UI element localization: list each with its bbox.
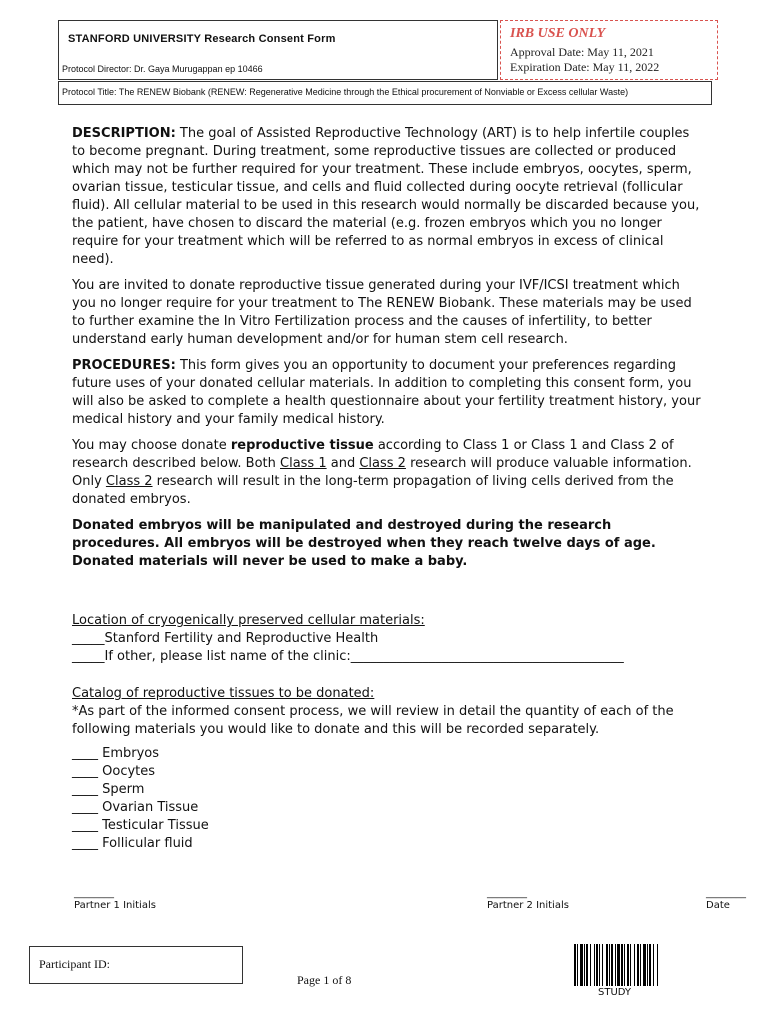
partner2-initials-label: Partner 2 Initials <box>487 900 569 911</box>
catalog-item-ovarian-tissue[interactable]: ____ Ovarian Tissue <box>72 800 199 815</box>
class-2-link-b[interactable]: Class 2 <box>105 474 153 489</box>
participant-id-label: Participant ID: <box>39 957 110 971</box>
date-line[interactable]: ________ <box>706 888 746 899</box>
choose-text-2: according to Class 1 or Class 1 and Class 2 of research described below. Both <box>72 438 674 471</box>
procedures-paragraph <box>72 357 702 429</box>
catalog-item-sperm[interactable]: ____ Sperm <box>72 782 145 797</box>
embryo-warning: Donated embryos will be manipulated and destroyed during the research procedures. All embryos will be destroyed when they reach twelve days of age. Donated materials will never be used to make a baby. <box>72 518 656 569</box>
irb-box <box>500 20 718 80</box>
partner1-initials-label: Partner 1 Initials <box>74 900 156 911</box>
participant-id-box[interactable] <box>29 946 243 984</box>
study-label: STUDY <box>598 987 632 998</box>
location-option-stanford[interactable]: _____Stanford Fertility and Reproductive Health <box>72 631 379 646</box>
procedures-text: This form gives you an opportunity to document your preferences regarding future uses of your donated cellular materials. In addition to completing this consent form, you will also be asked to complete a health questionnaire about your fertility treatment history, your medical history and your family medical history. <box>72 358 701 427</box>
choose-text-3: and <box>326 456 360 471</box>
protocol-director: Protocol Director: Dr. Gaya Murugappan ep 10466 <box>62 64 263 74</box>
form-title: STANFORD UNIVERSITY Research Consent Form <box>68 33 336 45</box>
choose-bold: reproductive tissue <box>230 438 374 453</box>
date-label: Date <box>706 900 730 911</box>
barcode-icon <box>574 944 658 986</box>
catalog-item-follicular-fluid[interactable]: ____ Follicular fluid <box>72 836 193 851</box>
choose-text-4: research will produce valuable information. Only <box>72 456 692 489</box>
location-option-other[interactable]: _____If other, please list name of the clinic:__________________________________________ <box>72 649 624 664</box>
class-2-link[interactable]: Class 2 <box>359 456 406 471</box>
partner1-initials-line[interactable]: ________ <box>74 888 114 899</box>
choose-paragraph <box>72 437 702 509</box>
protocol-title-box <box>58 81 712 105</box>
catalog-heading: Catalog of reproductive tissues to be donated: <box>72 686 375 701</box>
choose-text-1: You may choose donate <box>72 438 231 453</box>
description-text: The goal of Assisted Reproductive Technology (ART) is to help infertile couples to become pregnant. During treatment, some reproductive tissues are collected or produced which may not be further required for your treatment. These include embryos, oocytes, sperm, ovarian tissue, testicular tissue, and cells and fluid collected during oocyte retrieval (follicular fluid). All cellular material to be used in this research would normally be discarded because you, the patient, have chosen to discard the material (e.g. frozen embryos which you no longer require for your treatment which will be referred to as normal embryos in excess of clinical need). <box>72 126 700 267</box>
consent-body <box>72 125 702 571</box>
class-1-link[interactable]: Class 1 <box>280 456 327 471</box>
irb-title: IRB USE ONLY <box>510 26 606 41</box>
choose-text-5: research will result in the long-term propagation of living cells derived from the donated embryos. <box>72 474 674 507</box>
catalog-item-oocytes[interactable]: ____ Oocytes <box>72 764 156 779</box>
partner2-initials-line[interactable]: ________ <box>487 888 527 899</box>
procedures-label: PROCEDURES: <box>72 358 176 373</box>
invite-paragraph: You are invited to donate reproductive tissue generated during your IVF/ICSI treatment which you no longer require for your treatment to The RENEW Biobank. These materials may be used to further examine the In Vitro Fertilization process and the causes of infertility, to better understand early human development and/or for human stem cell research. <box>72 278 692 347</box>
approval-date: Approval Date: May 11, 2021 <box>510 45 654 59</box>
location-section <box>72 612 712 666</box>
location-heading: Location of cryogenically preserved cellular materials: <box>72 613 425 628</box>
catalog-item-testicular-tissue[interactable]: ____ Testicular Tissue <box>72 818 209 833</box>
catalog-list <box>72 745 712 853</box>
description-paragraph <box>72 125 702 269</box>
catalog-section <box>72 685 712 853</box>
expiration-date: Expiration Date: May 11, 2022 <box>510 60 660 74</box>
page-number: Page 1 of 8 <box>297 973 352 987</box>
catalog-item-embryos[interactable]: ____ Embryos <box>72 746 160 761</box>
protocol-title: Protocol Title: The RENEW Biobank (RENEW: Regenerative Medicine through the Ethical procurement of Nonviable or Excess cellular Waste) <box>62 87 629 97</box>
header-box <box>58 20 498 80</box>
description-label: DESCRIPTION: <box>72 126 176 141</box>
catalog-note: *As part of the informed consent process, we will review in detail the quantity of each of the following materials you would like to donate and this will be recorded separately. <box>72 704 674 737</box>
